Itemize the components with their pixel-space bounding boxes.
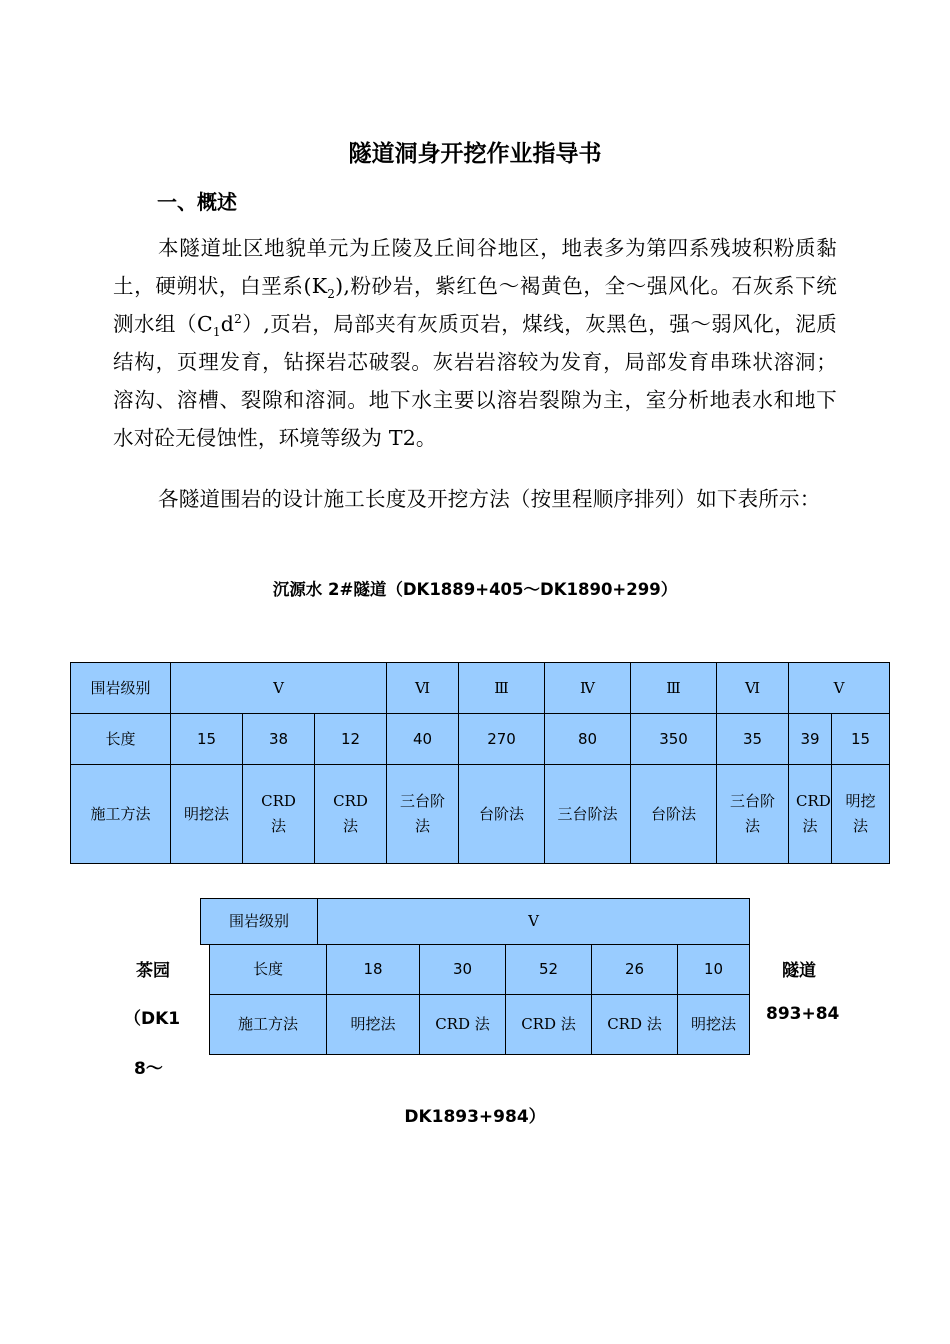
method-cell: 三台阶法: [545, 765, 631, 864]
method-cell: CRD 法: [420, 995, 506, 1055]
grade-cell: Ⅳ: [545, 663, 631, 714]
length-cell: 80: [545, 714, 631, 765]
p1-text-3: d: [220, 312, 235, 336]
length-cell: 39: [789, 714, 832, 765]
method-label: 施工方法: [71, 765, 171, 864]
table2-left-label-2: （DK1: [124, 1009, 181, 1029]
length-cell: 26: [592, 945, 678, 995]
method-cell: CRD法: [243, 765, 315, 864]
overview-paragraph: [113, 229, 837, 457]
length-cell: 40: [387, 714, 459, 765]
length-cell: 15: [171, 714, 243, 765]
table1-caption: 沉源水 2#隧道（DK1889+405～DK1890+299）: [272, 580, 678, 599]
grade-cell: Ⅵ: [717, 663, 789, 714]
grade-label: 围岩级别: [71, 663, 171, 714]
tunnel-table-2-header: [200, 898, 750, 945]
table2-left-label-1: 茶园: [136, 961, 170, 981]
method-cell: 明挖法: [678, 995, 750, 1055]
length-label: 长度: [210, 945, 327, 995]
length-cell: 18: [327, 945, 420, 995]
method-label: 施工方法: [210, 995, 327, 1055]
method-cell: 台阶法: [459, 765, 545, 864]
table-row: [210, 995, 750, 1055]
grade-cell: V: [789, 663, 890, 714]
length-cell: 38: [243, 714, 315, 765]
method-cell: CRD法: [789, 765, 832, 864]
length-cell: 30: [420, 945, 506, 995]
grade-cell: Ⅵ: [387, 663, 459, 714]
section-heading-overview: 一、概述: [157, 190, 237, 214]
p1-text-4: ）,页岩，局部夹有灰质页岩，煤线，灰黑色，强～弱风化，泥质结构，页理发育，钻探岩芯破裂。灰岩岩溶较为发育，局部发育串珠状溶洞；溶沟、溶槽、裂隙和溶洞。地下水主要以溶岩裂隙为主，室分析地表水和地下水对砼无侵蚀性，环境等级为 T2。: [113, 312, 837, 450]
document-title: 隧道洞身开挖作业指导书: [348, 141, 602, 167]
method-cell: 三台阶法: [387, 765, 459, 864]
method-cell: 明挖法: [171, 765, 243, 864]
table2-right-label-1: 隧道: [782, 961, 816, 981]
length-cell: 350: [631, 714, 717, 765]
length-cell: 12: [315, 714, 387, 765]
length-label: 长度: [71, 714, 171, 765]
method-cell: 明挖法: [832, 765, 890, 864]
tunnel-table-2: [209, 944, 750, 1055]
table2-bottom-label: DK1893+984）: [404, 1107, 546, 1127]
grade-label: 围岩级别: [201, 899, 318, 945]
method-cell: 台阶法: [631, 765, 717, 864]
p1-sub-2: 1: [212, 325, 221, 340]
table-row: [210, 945, 750, 995]
method-cell: CRD 法: [506, 995, 592, 1055]
grade-cell: V: [171, 663, 387, 714]
grade-cell: Ⅲ: [459, 663, 545, 714]
p1-text-1: 本隧道址区地貌单元为丘陵及丘间谷地区，地表多为第四系残坡积粉质黏土，硬朔状，白垩系(K: [113, 236, 837, 298]
p1-sub-1: 2: [327, 287, 336, 302]
table-intro-paragraph: 各隧道围岩的设计施工长度及开挖方法（按里程顺序排列）如下表所示：: [158, 487, 821, 511]
table-row: [71, 765, 890, 864]
p1-sup-1: 2: [234, 312, 242, 327]
length-cell: 10: [678, 945, 750, 995]
grade-cell: Ⅲ: [631, 663, 717, 714]
table-row: [201, 899, 750, 945]
grade-cell: V: [318, 899, 750, 945]
table2-right-label-2: 893+84: [766, 1004, 840, 1024]
length-cell: 15: [832, 714, 890, 765]
p1-text-2: ),粉砂岩，紫红色～褐黄色，全～强风化。石灰系下统测水组（C: [113, 274, 838, 336]
table-row: [71, 663, 890, 714]
table-row: [71, 714, 890, 765]
table2-left-label-3: 8～: [134, 1059, 163, 1079]
length-cell: 270: [459, 714, 545, 765]
length-cell: 35: [717, 714, 789, 765]
method-cell: 三台阶法: [717, 765, 789, 864]
tunnel-table-1: [70, 662, 890, 864]
method-cell: 明挖法: [327, 995, 420, 1055]
method-cell: CRD 法: [592, 995, 678, 1055]
length-cell: 52: [506, 945, 592, 995]
method-cell: CRD法: [315, 765, 387, 864]
